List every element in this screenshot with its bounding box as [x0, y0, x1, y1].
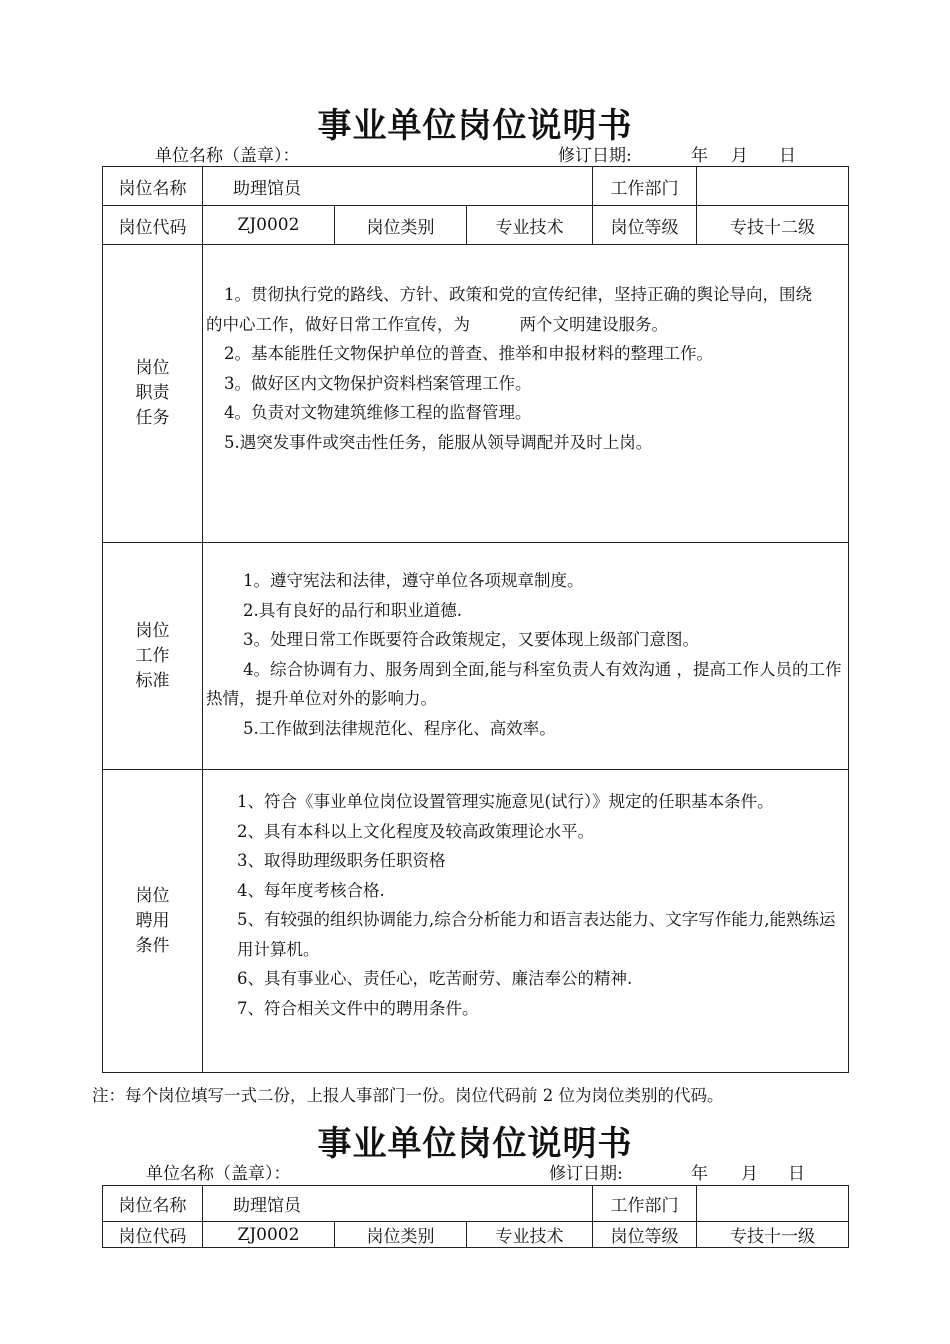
month-label: 月	[731, 146, 748, 166]
department-label: 工作部门	[593, 167, 697, 206]
day-label: 日	[779, 146, 796, 166]
duty-item: 1。贯彻执行党的路线、方针、政策和党的宣传纪律，坚持正确的舆论导向，围绕 的中心工作，做好日常工作宣传，为 两个文明建设服务。	[206, 285, 878, 334]
post-code-value-2: ZJ0002	[203, 1222, 335, 1248]
revise-date-label-2: 修订日期:	[549, 1164, 623, 1184]
condition-item: 3、取得助理级职务任职资格	[237, 851, 446, 870]
duty-item: 2。基本能胜任文物保护单位的普查、推举和申报材料的整理工作。	[224, 344, 713, 363]
condition-item: 4、每年度考核合格.	[237, 880, 385, 900]
post-code-value: ZJ0002	[203, 206, 335, 245]
standard-item: 1。遵守宪法和法律，遵守单位各项规章制度。	[243, 571, 584, 590]
page-title-2: 事业单位岗位说明书	[317, 1124, 633, 1164]
year-label-2: 年	[691, 1164, 708, 1184]
duties-content	[203, 245, 878, 543]
post-type-label-2: 岗位类别	[335, 1222, 467, 1248]
unit-name-label-2: 单位名称（盖章）：	[146, 1164, 291, 1184]
conditions-content	[203, 770, 849, 1073]
post-name-label-2: 岗位名称	[103, 1186, 203, 1222]
duty-item: 3。做好区内文物保护资料档案管理工作。	[224, 373, 532, 393]
standard-item: 3。处理日常工作既要符合政策规定，又要体现上级部门意图。	[243, 630, 699, 649]
page-title: 事业单位岗位说明书	[317, 106, 633, 146]
condition-item: 5、有较强的组织协调能力,综合分析能力和语言表达能力、文字写作能力,能熟练运用计算机。	[237, 910, 836, 959]
condition-item: 1、符合《事业单位岗位设置管理实施意见(试行）》规定的任职基本条件。	[237, 792, 774, 811]
post-name-value-2: 助理馆员	[203, 1186, 593, 1222]
post-description-table	[102, 166, 878, 1073]
day-label-2: 日	[788, 1164, 805, 1184]
post-grade-label-2: 岗位等级	[593, 1222, 697, 1248]
standards-label: 岗位 工作 标准	[103, 543, 203, 770]
post-type-label: 岗位类别	[335, 206, 467, 245]
post-name-value: 助理馆员	[203, 167, 593, 206]
condition-item: 7、符合相关文件中的聘用条件。	[237, 998, 479, 1018]
standard-item: 4。综合协调有力、服务周到全面,能与科室负责人有效沟通 ，提高工作人员的工作热情，提升单位对外的影响力。	[206, 659, 842, 708]
department-label-2: 工作部门	[593, 1186, 697, 1222]
conditions-label: 岗位 聘用 条件	[103, 770, 203, 1073]
post-description-table-2	[102, 1185, 849, 1248]
duty-item: 5.遇突发事件或突击性任务，能服从领导调配并及时上岗。	[224, 432, 653, 452]
post-grade-value: 专技十二级	[697, 206, 849, 245]
month-label-2: 月	[741, 1164, 758, 1184]
revise-date-label: 修订日期:	[558, 146, 632, 166]
post-code-label: 岗位代码	[103, 206, 203, 245]
post-type-value-2: 专业技术	[467, 1222, 593, 1248]
condition-item: 6、具有事业心、责任心，吃苦耐劳、廉洁奉公的精神.	[237, 969, 633, 988]
standard-item: 2.具有良好的品行和职业道德.	[243, 600, 462, 620]
standards-content	[203, 543, 849, 770]
condition-item: 2、具有本科以上文化程度及较高政策理论水平。	[237, 821, 594, 841]
post-code-label-2: 岗位代码	[103, 1222, 203, 1248]
department-value-2	[697, 1186, 849, 1222]
duty-item: 4。负责对文物建筑维修工程的监督管理。	[224, 403, 532, 422]
post-name-label: 岗位名称	[103, 167, 203, 206]
year-label: 年	[691, 146, 708, 166]
post-type-value: 专业技术	[467, 206, 593, 245]
post-grade-label: 岗位等级	[593, 206, 697, 245]
department-value	[697, 167, 849, 206]
footnote: 注：每个岗位填写一式二份，上报人事部门一份。岗位代码前 2 位为岗位类别的代码。	[92, 1086, 724, 1105]
duties-label: 岗位 职责 任务	[103, 245, 203, 543]
unit-name-label: 单位名称（盖章）：	[155, 146, 300, 166]
post-grade-value-2: 专技十一级	[697, 1222, 849, 1248]
standard-item: 5.工作做到法律规范化、程序化、高效率。	[243, 718, 556, 738]
